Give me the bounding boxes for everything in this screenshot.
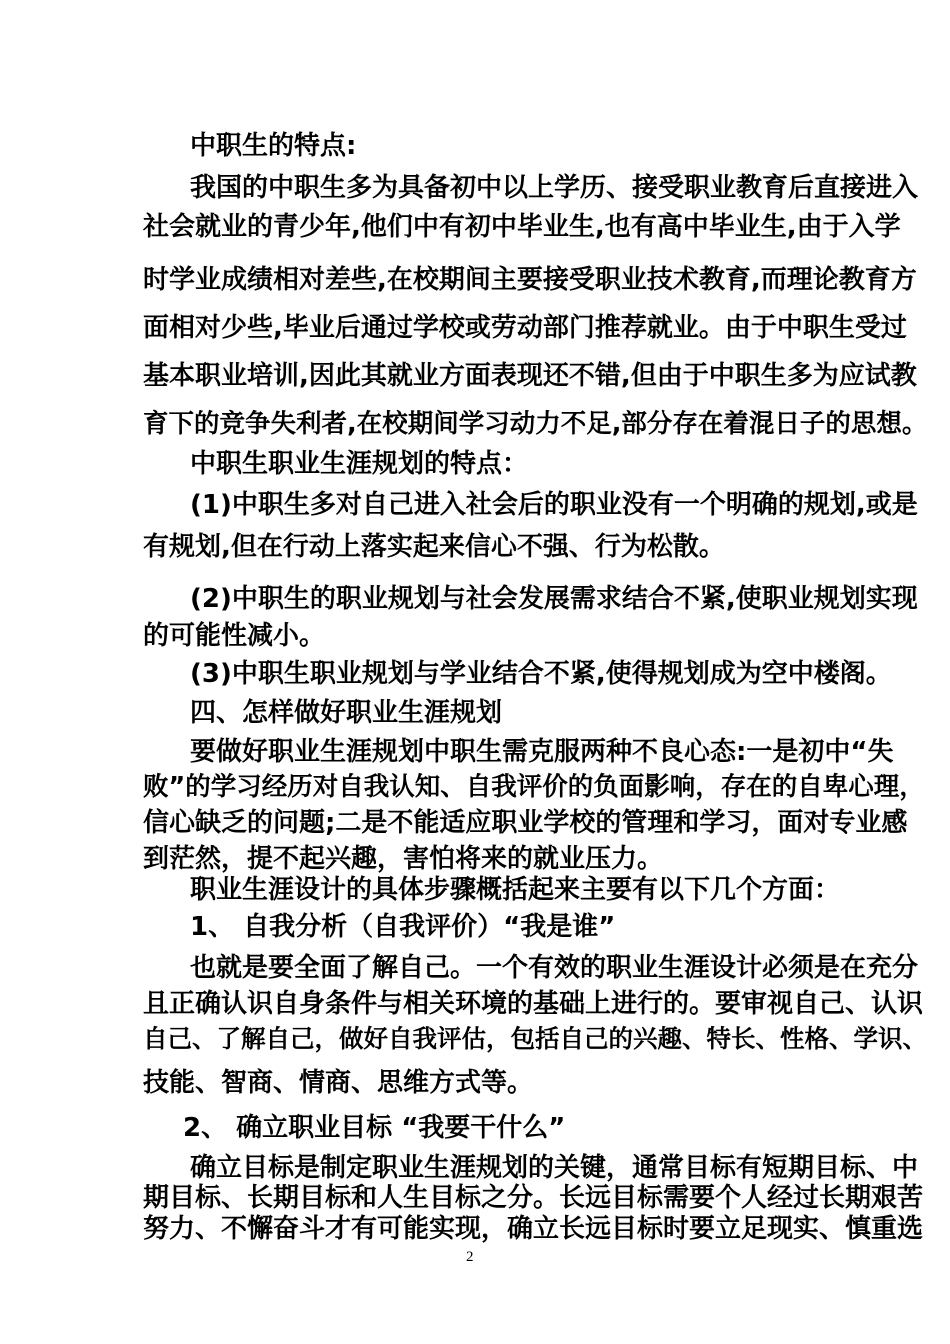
paragraph-line: 有规划,但在行动上落实起来信心不强、行为松散。 bbox=[143, 532, 725, 562]
paragraph-line: 时学业成绩相对差些,在校期间主要接受职业技术教育,而理论教育方 bbox=[143, 265, 917, 295]
paragraph-line: 我国的中职生多为具备初中以上学历、接受职业教育后直接进入 bbox=[190, 173, 919, 203]
paragraph-line: 信心缺乏的问题;二是不能适应职业学校的管理和学习，面对专业感 bbox=[143, 808, 908, 838]
paragraph-line: 确立目标是制定职业生涯规划的关键，通常目标有短期目标、中 bbox=[190, 1153, 919, 1183]
paragraph-line: 育下的竞争失利者,在校期间学习动力不足,部分存在着混日子的思想。 bbox=[143, 409, 928, 439]
section-heading-features: 中职生的特点: bbox=[190, 131, 357, 161]
list-item-3: (3)中职生职业规划与学业结合不紧,使得规划成为空中楼阁。 bbox=[190, 659, 892, 689]
paragraph-line: 期目标、长期目标和人生目标之分。长远目标需要个人经过长期艰苦 bbox=[143, 1183, 924, 1213]
paragraph-line: 基本职业培训,因此其就业方面表现还不错,但由于中职生多为应试教 bbox=[143, 361, 917, 391]
section-heading-how-to: 四、怎样做好职业生涯规划 bbox=[190, 698, 503, 728]
list-item-2: (2)中职生的职业规划与社会发展需求结合不紧,使职业规划实现 bbox=[190, 584, 918, 614]
paragraph-line: 的可能性减小。 bbox=[143, 621, 326, 651]
paragraph-line: 败”的学习经历对自我认知、自我评价的负面影响，存在的自卑心理， bbox=[143, 772, 925, 802]
section-heading-career-features: 中职生职业生涯规划的特点： bbox=[190, 449, 529, 479]
page-number: 2 bbox=[466, 1249, 474, 1265]
paragraph-line: 要做好职业生涯规划中职生需克服两种不良心态:一是初中“失 bbox=[190, 737, 894, 767]
step-heading-1: 1、 自我分析（自我评价）“我是谁” bbox=[190, 912, 616, 942]
paragraph-line: 自己、了解自己，做好自我评估，包括自己的兴趣、特长、性格、学识、 bbox=[143, 1024, 927, 1053]
list-item-1: (1)中职生多对自己进入社会后的职业没有一个明确的规划,或是 bbox=[190, 490, 918, 520]
step-heading-2: 2、 确立职业目标 “我要干什么” bbox=[183, 1113, 566, 1143]
paragraph-line: 也就是要全面了解自己。一个有效的职业生涯设计必须是在充分 bbox=[190, 953, 919, 983]
paragraph-line: 到茫然，提不起兴趣，害怕将来的就业压力。 bbox=[143, 844, 664, 874]
paragraph-line: 技能、智商、情商、思维方式等。 bbox=[143, 1068, 534, 1098]
paragraph-line: 面相对少些,毕业后通过学校或劳动部门推荐就业。由于中职生受过 bbox=[143, 313, 907, 343]
paragraph-line: 社会就业的青少年,他们中有初中毕业生,也有高中毕业生,由于入学 bbox=[143, 212, 901, 242]
paragraph-line: 努力、不懈奋斗才有可能实现，确立长远目标时要立足现实、慎重选 bbox=[143, 1214, 924, 1244]
paragraph-line: 且正确认识自身条件与相关环境的基础上进行的。要审视自己、认识 bbox=[143, 989, 924, 1019]
paragraph-line: 职业生涯设计的具体步骤概括起来主要有以下几个方面： bbox=[190, 875, 841, 905]
